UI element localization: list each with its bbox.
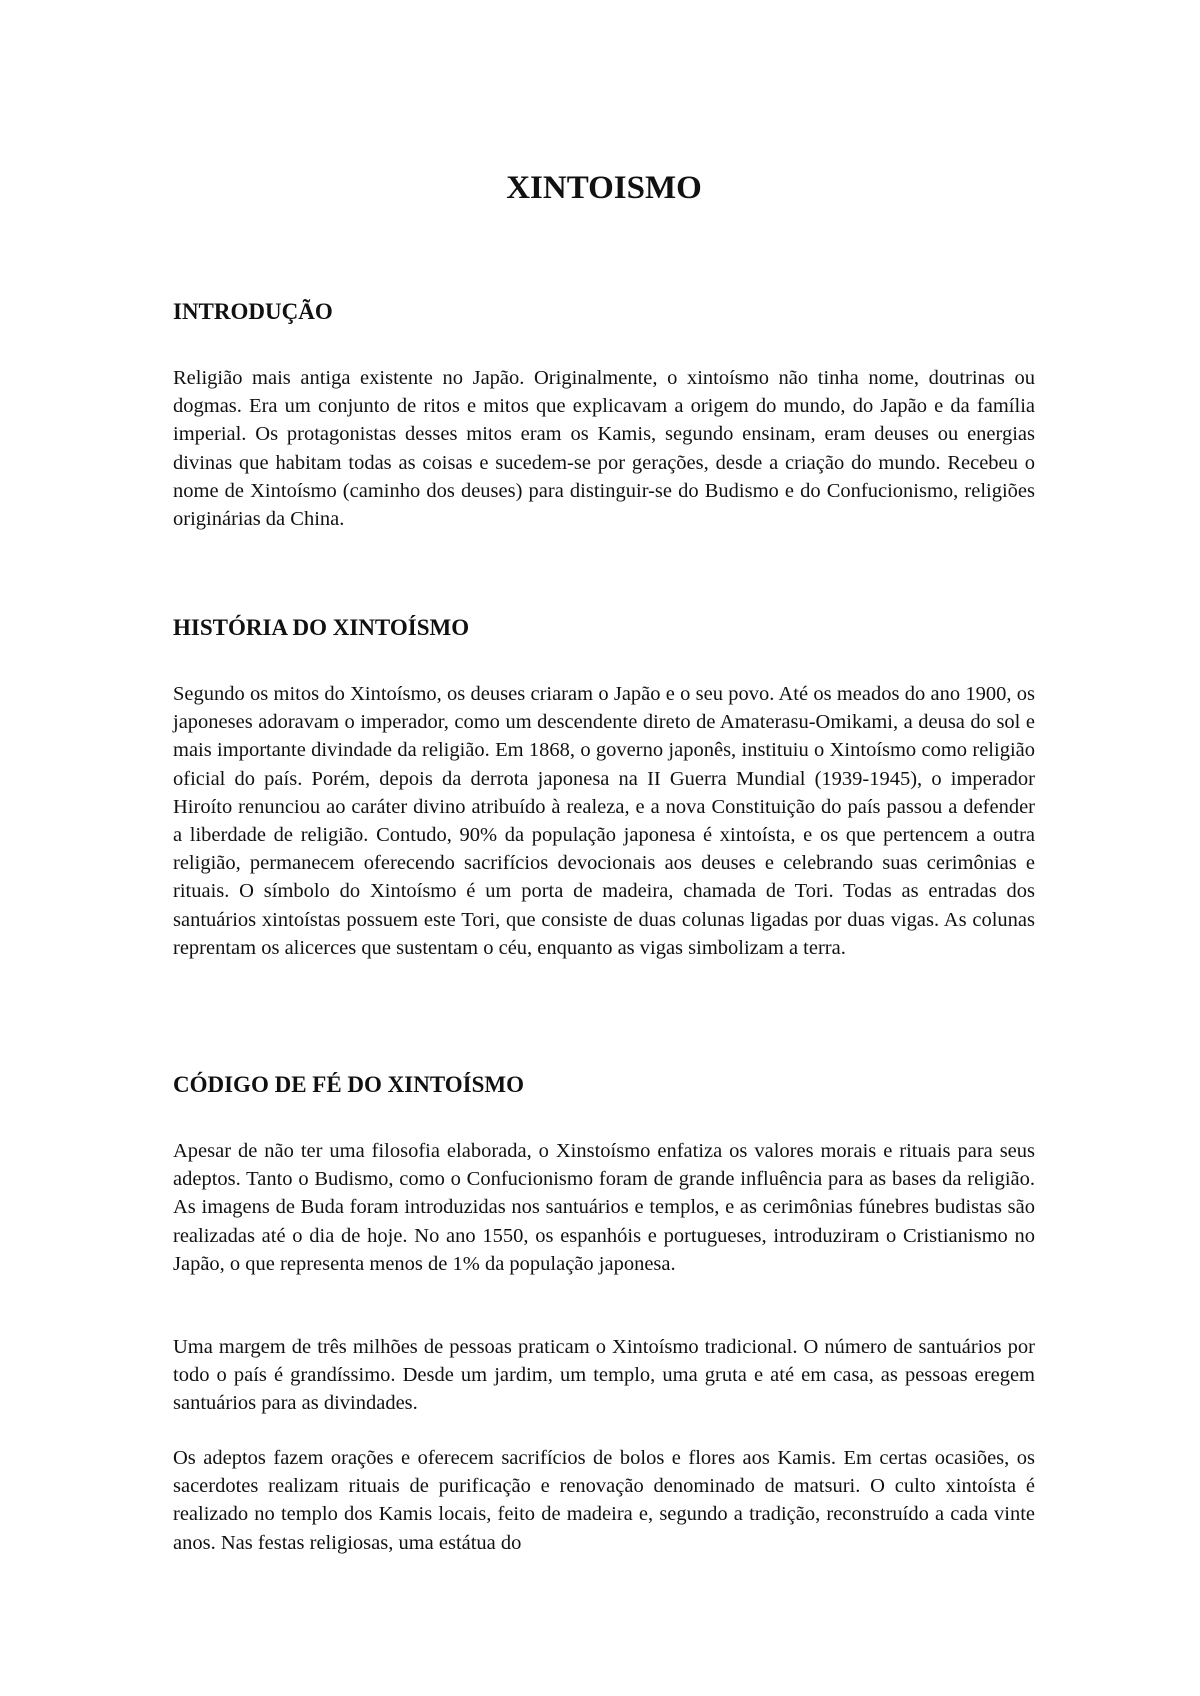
paragraph-historia: Segundo os mitos do Xintoísmo, os deuses criaram o Japão e o seu povo. Até os meados do ano 1900, os japoneses adoravam o imperador, como um descendente direto de Amaterasu-Omikami, a deusa do sol e mais importante divindade da religião. Em 1868, o governo japonês, instituiu o Xintoísmo como religião oficial do país. Porém, depois da derrota japonesa na II Guerra Mundial (1939-1945), o imperador Hiroíto renunciou ao caráter divino atribuído à realeza, e a nova Constituição do país passou a defender a liberdade de religião. Contudo, 90% da população japonesa é xintoísta, e os que pertencem a outra religião, permanecem oferecendo sacrifícios devocionais aos deuses e celebrando suas cerimônias e rituais. O símbolo do Xintoísmo é um porta de madeira, chamada de Tori. Todas as entradas dos santuários xintoístas possuem este Tori, que consiste de duas colunas ligadas por duas vigas. As colunas reprentam os alicerces que sustentam o céu, enquanto as vigas simbolizam a terra. <box>173 683 1035 959</box>
paragraph-codigo-2: Uma margem de três milhões de pessoas praticam o Xintoísmo tradicional. O número de santuários por todo o país é grandíssimo. Desde um jardim, um templo, uma gruta e até em casa, as pessoas eregem santuários para as divindades. <box>173 1336 1035 1415</box>
paragraph-codigo-3: Os adeptos fazem orações e oferecem sacrifícios de bolos e flores aos Kamis. Em certas ocasiões, os sacerdotes realizam rituais de purificação e renovação denominado de matsuri. O culto xintoísta é realizado no templo dos Kamis locais, feito de madeira e, segundo a tradição, reconstruído a cada vinte anos. Nas festas religiosas, uma estátua do <box>173 1447 1035 1554</box>
section-heading-introducao: INTRODUÇÃO <box>173 299 333 324</box>
section-heading-codigo-de-fe: CÓDIGO DE FÉ DO XINTOÍSMO <box>173 1072 525 1097</box>
document-title: XINTOISMO <box>506 170 702 206</box>
paragraph-introducao: Religião mais antiga existente no Japão. Originalmente, o xintoísmo não tinha nome, doutrinas ou dogmas. Era um conjunto de ritos e mitos que explicavam a origem do mundo, do Japão e da família imperial. Os protagonistas desses mitos eram os Kamis, segundo ensinam, eram deuses ou energias divinas que habitam todas as coisas e sucedem-se por gerações, desde a criação do mundo. Recebeu o nome de Xintoísmo (caminho dos deuses) para distinguir-se do Budismo e do Confucionismo, religiões originárias da China. <box>173 367 1035 531</box>
paragraph-codigo-1: Apesar de não ter uma filosofia elaborada, o Xinstoísmo enfatiza os valores morais e rituais para seus adeptos. Tanto o Budismo, como o Confucionismo foram de grande influência para as bases da religião. As imagens de Buda foram introduzidas nos santuários e templos, e as cerimônias fúnebres budistas são realizadas até o dia de hoje. No ano 1550, os espanhóis e portugueses, introduziram o Cristianismo no Japão, o que representa menos de 1% da população japonesa. <box>173 1140 1035 1275</box>
section-heading-historia: HISTÓRIA DO XINTOÍSMO <box>173 615 470 640</box>
